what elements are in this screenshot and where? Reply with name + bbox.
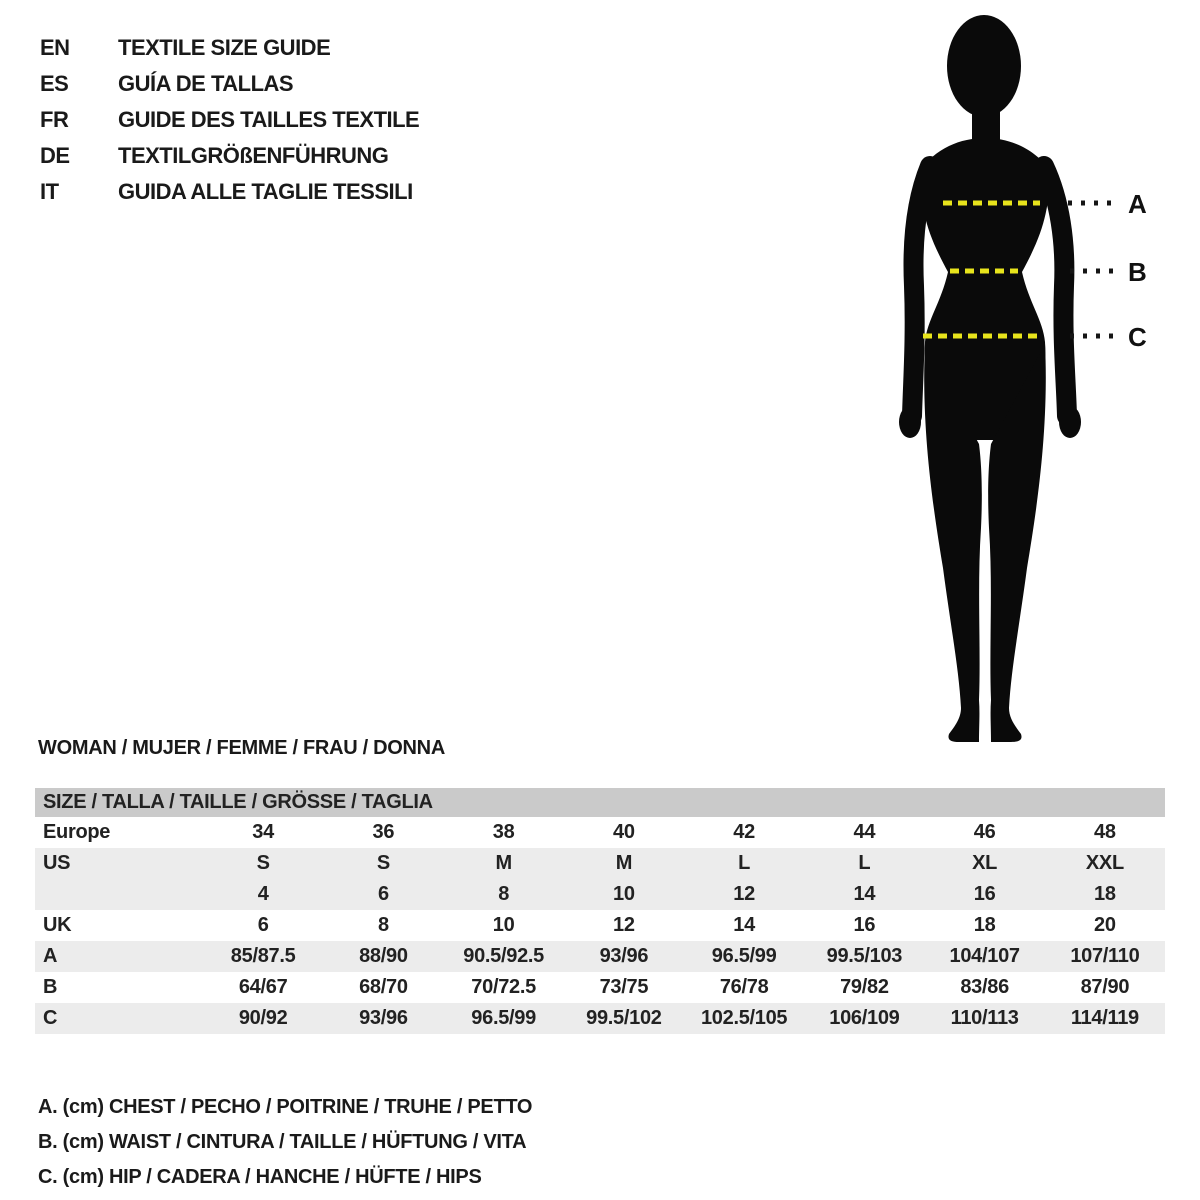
lang-code-de: DE bbox=[40, 143, 70, 168]
size-table-header-row bbox=[35, 788, 1165, 817]
table-row-europe bbox=[35, 817, 1165, 848]
size-cell: S bbox=[376, 852, 390, 874]
legend-waist: B. (cm) WAIST / CINTURA / TAILLE / HÜFTUNG / VITA bbox=[38, 1131, 527, 1153]
size-cell: 6 bbox=[377, 883, 389, 905]
size-cell: 20 bbox=[1094, 914, 1116, 936]
size-cell: 83/86 bbox=[960, 976, 1009, 998]
size-cell: 16 bbox=[853, 914, 876, 936]
size-cell: 10 bbox=[613, 883, 635, 905]
size-cell: 42 bbox=[733, 821, 755, 843]
lang-code-it: IT bbox=[40, 179, 59, 204]
size-cell: 10 bbox=[492, 914, 515, 936]
row-label-c: C bbox=[43, 1007, 58, 1029]
title-row-it bbox=[40, 174, 419, 210]
title-row-es bbox=[40, 66, 419, 102]
body-measurement-figure bbox=[880, 8, 1190, 753]
title-it: GUIDA ALLE TAGLIE TESSILI bbox=[118, 179, 413, 204]
size-cell: 12 bbox=[733, 883, 755, 905]
table-row-hip bbox=[35, 1003, 1165, 1034]
title-row-en bbox=[40, 30, 419, 66]
size-cell: 8 bbox=[377, 914, 389, 936]
row-label-empty bbox=[35, 879, 203, 910]
measurement-legend bbox=[38, 1090, 532, 1195]
size-cell: 93/96 bbox=[359, 1007, 408, 1029]
size-cell: 107/110 bbox=[1070, 945, 1140, 967]
size-cell: XL bbox=[972, 852, 998, 874]
title-es: GUÍA DE TALLAS bbox=[118, 71, 294, 96]
size-table bbox=[35, 788, 1165, 1034]
size-cell: 110/113 bbox=[950, 1007, 1019, 1029]
table-row-uk bbox=[35, 910, 1165, 941]
lang-code-en: EN bbox=[40, 35, 70, 60]
size-cell: 85/87.5 bbox=[230, 945, 296, 967]
size-cell: 12 bbox=[613, 914, 635, 936]
row-label-uk: UK bbox=[43, 914, 72, 936]
row-label-a: A bbox=[43, 945, 58, 967]
woman-silhouette-icon bbox=[880, 8, 1190, 753]
size-cell: 36 bbox=[372, 821, 395, 843]
size-cell: XXL bbox=[1085, 852, 1124, 874]
size-cell: 48 bbox=[1094, 821, 1116, 843]
size-cell: M bbox=[615, 852, 633, 874]
size-cell: 18 bbox=[1094, 883, 1116, 905]
table-row-waist bbox=[35, 972, 1165, 1003]
size-cell: 68/70 bbox=[359, 976, 408, 998]
size-cell: 64/67 bbox=[238, 976, 288, 998]
section-heading-woman: WOMAN / MUJER / FEMME / FRAU / DONNA bbox=[38, 737, 445, 759]
size-cell: 90/92 bbox=[238, 1007, 288, 1029]
size-cell: 90.5/92.5 bbox=[463, 945, 544, 967]
size-cell: 73/75 bbox=[599, 976, 649, 998]
row-label-europe: Europe bbox=[43, 821, 111, 843]
table-row-us-numbers bbox=[35, 879, 1165, 910]
size-cell: 76/78 bbox=[719, 976, 769, 998]
size-cell: 88/90 bbox=[359, 945, 408, 967]
size-cell: S bbox=[256, 852, 270, 874]
size-cell: 8 bbox=[498, 883, 510, 905]
table-row-us-letters bbox=[35, 848, 1165, 879]
marker-label-waist: B bbox=[1128, 257, 1147, 287]
size-cell: 34 bbox=[252, 821, 274, 843]
title-de: TEXTILGRÖßENFÜHRUNG bbox=[118, 143, 389, 168]
size-cell: 99.5/102 bbox=[586, 1007, 662, 1029]
size-cell: 104/107 bbox=[949, 945, 1020, 967]
size-cell: L bbox=[738, 852, 751, 874]
size-cell: 79/82 bbox=[840, 976, 889, 998]
size-cell: 46 bbox=[973, 821, 996, 843]
size-cell: 114/119 bbox=[1070, 1007, 1139, 1029]
legend-hip: C. (cm) HIP / CADERA / HANCHE / HÜFTE / HIPS bbox=[38, 1166, 482, 1188]
size-cell: 96.5/99 bbox=[471, 1007, 536, 1029]
row-label-us: US bbox=[43, 852, 71, 874]
size-cell: 93/96 bbox=[599, 945, 649, 967]
legend-chest: A. (cm) CHEST / PECHO / POITRINE / TRUHE / PETTO bbox=[38, 1096, 533, 1118]
language-title-block bbox=[40, 30, 419, 210]
marker-label-hip: C bbox=[1128, 322, 1147, 352]
size-cell: 102.5/105 bbox=[700, 1007, 788, 1029]
size-cell: 16 bbox=[973, 883, 996, 905]
table-row-chest bbox=[35, 941, 1165, 972]
title-row-fr bbox=[40, 102, 419, 138]
size-cell: 14 bbox=[853, 883, 876, 905]
marker-label-chest: A bbox=[1128, 189, 1147, 219]
size-table-header: SIZE / TALLA / TAILLE / GRÖSSE / TAGLIA bbox=[35, 788, 1165, 817]
size-cell: M bbox=[495, 852, 512, 874]
title-en: TEXTILE SIZE GUIDE bbox=[118, 35, 331, 60]
lang-code-fr: FR bbox=[40, 107, 69, 132]
title-fr: GUIDE DES TAILLES TEXTILE bbox=[118, 107, 420, 132]
size-cell: 106/109 bbox=[829, 1007, 900, 1029]
size-cell: 38 bbox=[492, 821, 515, 843]
size-cell: L bbox=[858, 852, 871, 874]
size-cell: 18 bbox=[973, 914, 996, 936]
size-cell: 44 bbox=[853, 821, 876, 843]
size-cell: 87/90 bbox=[1080, 976, 1130, 998]
row-label-b: B bbox=[43, 976, 58, 998]
size-cell: 40 bbox=[613, 821, 635, 843]
size-cell: 70/72.5 bbox=[471, 976, 536, 998]
size-cell: 96.5/99 bbox=[711, 945, 777, 967]
size-cell: 4 bbox=[257, 883, 269, 905]
size-cell: 14 bbox=[733, 914, 755, 936]
size-cell: 6 bbox=[257, 914, 269, 936]
title-row-de bbox=[40, 138, 419, 174]
size-cell: 99.5/103 bbox=[826, 945, 903, 967]
lang-code-es: ES bbox=[40, 71, 69, 96]
